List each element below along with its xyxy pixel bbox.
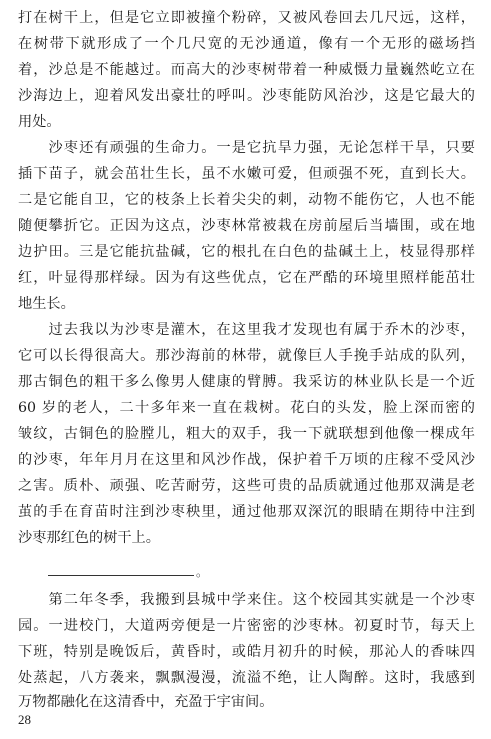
fill-in-blank-line	[48, 575, 194, 576]
body-text-line: 万物都融化在这清香中，充盈于宇宙间。	[18, 694, 274, 710]
body-text-line: 处蒸起，八方袭来，飘飘漫漫，流溢不绝，让人陶醉。这时，我感到	[18, 670, 475, 686]
body-text-line: 它可以长得很高大。那沙海前的林带，就像巨人手挽手站成的队列，	[18, 348, 475, 364]
page-number: 28	[18, 712, 31, 727]
body-text-line: 的沙枣，年年月月在这里和风沙作战，保护着千万顷的庄稼不受风沙	[18, 452, 475, 468]
body-text-line: 之害。质朴、顽强、吃苦耐劳，这些可贵的品质就通过他那双满是老	[18, 478, 475, 494]
body-text-line: 沙枣那红色的树干上。	[18, 530, 160, 546]
body-text-line: 下班，特别是晚饭后，黄昏时，或皓月初升的时候，那沁人的香味四	[18, 644, 475, 660]
body-text-line: 二是它能自卫，它的枝条上长着尖尖的刺，动物不能伤它，人也不能	[18, 192, 475, 208]
body-text-line: 随便攀折它。正因为这点，沙枣林常被栽在房前屋后当墙围，或在地	[18, 218, 475, 234]
body-text-line: 用处。	[18, 114, 61, 130]
body-text-line: 沙海边上，迎着风发出豪壮的呼叫。沙枣能防风治沙，这是它最大的	[18, 88, 475, 104]
body-text-line: 皱纹，古铜色的脸膛儿，粗大的双手，我一下就联想到他像一棵成年	[18, 426, 475, 442]
body-text-line: 边护田。三是它能抗盐碱，它的根扎在白色的盐碱土上，枝显得那样	[18, 244, 475, 260]
body-text-line: 红，叶显得那样绿。因为有这些优点，它在严酷的环境里照样能茁壮	[18, 270, 475, 286]
body-text-line: 打在树干上，但是它立即被撞个粉碎，又被风卷回去几尺远，这样，	[18, 10, 475, 26]
body-text-line: 沙枣还有顽强的生命力。一是它抗旱力强，无论怎样干旱，只要	[18, 140, 475, 156]
body-text-line: 茧的手在育苗时注到沙枣秧里，通过他那双深沉的眼睛在期待中注到	[18, 504, 475, 520]
body-text-line: 插下苗子，就会茁壮生长，虽不水嫩可爱，但顽强不死，直到长大。	[18, 166, 475, 182]
body-text-line: 在树带下就形成了一个几尺宽的无沙通道，像有一个无形的磁场挡	[18, 36, 475, 52]
body-text-line: 过去我以为沙枣是灌木，在这里我才发现也有属于乔木的沙枣，	[18, 322, 475, 338]
body-text-line: 那古铜色的粗干多么像男人健康的臂膊。我采访的林业队长是一个近	[18, 374, 475, 390]
body-text-line: 第二年冬季，我搬到县城中学来住。这个校园其实就是一个沙枣	[18, 592, 475, 608]
body-text-line: 着，沙总是不能越过。而高大的沙枣树带着一种威慑力量巍然屹立在	[18, 62, 475, 78]
body-text-line: 地生长。	[18, 296, 75, 312]
body-text-line: 园。一进校门，大道两旁便是一片密密的沙枣林。初夏时节，每天上	[18, 618, 475, 634]
blank-period-mark: 。	[196, 565, 209, 579]
body-text-line: 60 岁的老人，二十多年来一直在栽树。花白的头发，脸上深而密的	[18, 400, 475, 416]
